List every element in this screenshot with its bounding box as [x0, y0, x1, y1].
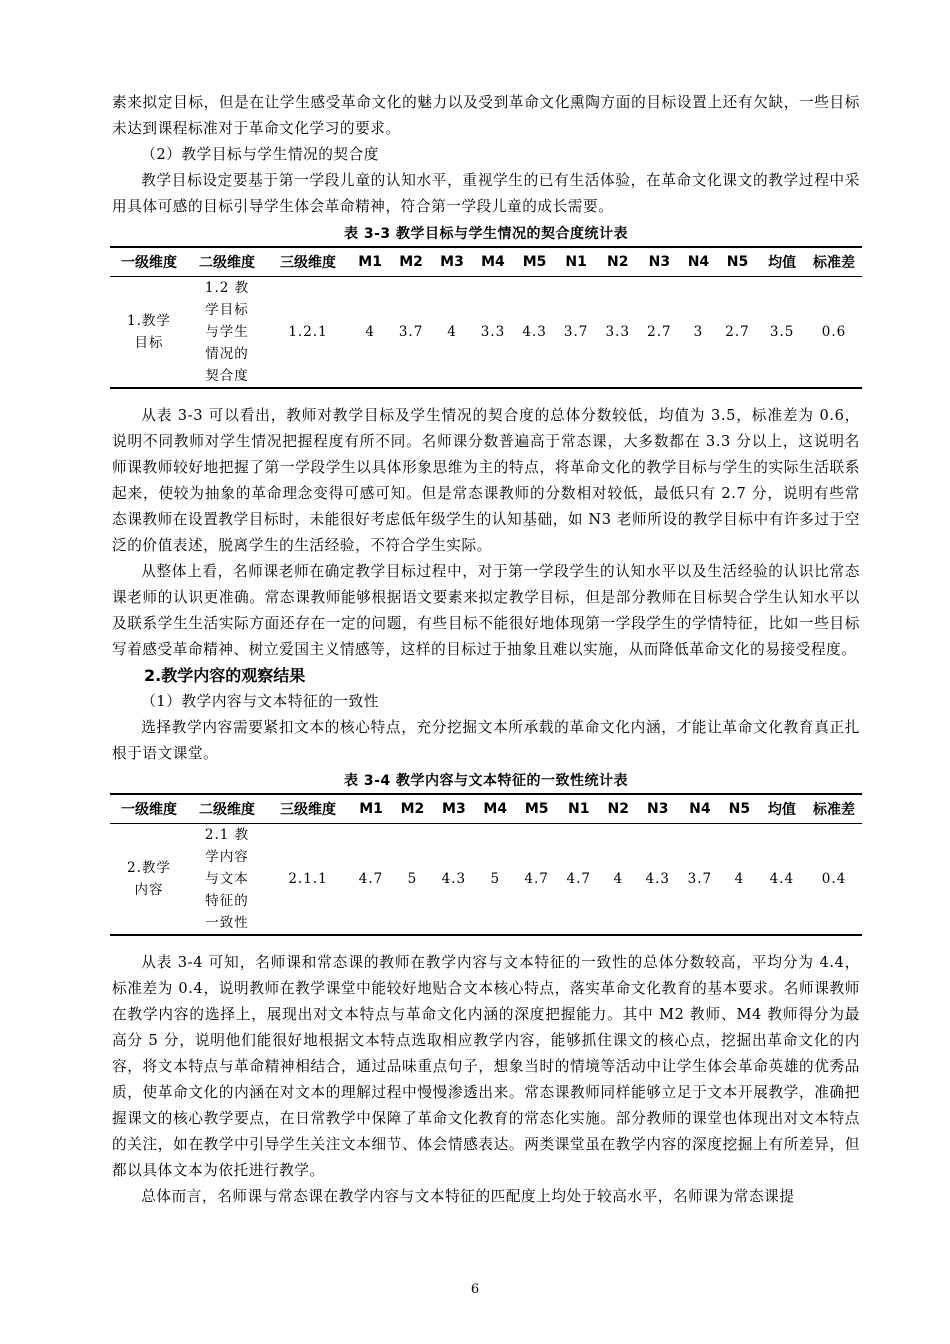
table-3-3-caption: 表 3-3 教学目标与学生情况的契合度统计表	[343, 226, 629, 242]
level2-line: 一致性	[205, 915, 249, 931]
level1-cell	[110, 277, 188, 389]
header-cell: M3	[433, 794, 475, 824]
sd-cell: 0.6	[806, 277, 862, 389]
subheading-content-consistency: （1）教学内容与文本特征的一致性	[141, 693, 379, 710]
score-cell: 3.7	[390, 277, 432, 389]
score-cell: 3.3	[597, 277, 639, 389]
score-cell: 4	[432, 277, 472, 389]
header-cell: M4	[472, 247, 514, 277]
level1-line: 目标	[134, 335, 164, 351]
paragraph-table-3-3-analysis: 从表 3-3 可以看出，教师对教学目标及学生情况的契合度的总体分数较低，均值为 3.5，标准差为 0.6，说明不同教师对学生情况把握程度有所不同。名师课分数普遍高于常态课，大多数都在 3.3 分以上，这说明名师课教师较好地把握了第一学段学生以具体形象思维为主的特点，将革命文化的教学目标与学生的实际生活联系起来，使较为抽象的革命理念变得可感可知。但是常态课教师的分数相对较低，最低只有 2.7 分，说明有些常态课教师在设置教学目标时，未能很好考虑低年级学生的认知基础，如 N3 老师所设的教学目标中有许多过于空泛的价值表述，脱离学生的生活经验，不符合学生实际。	[112, 407, 860, 554]
score-cell: 2.7	[639, 277, 681, 389]
level2-cell	[188, 277, 266, 389]
level2-line: 与文本	[205, 871, 249, 887]
header-cell: M1	[350, 794, 392, 824]
score-cell: 4	[600, 824, 637, 936]
header-cell: M4	[475, 794, 516, 824]
level1-line: 1.教学	[127, 313, 171, 329]
spacer	[112, 389, 860, 403]
header-cell: 二级维度	[188, 247, 266, 277]
mean-cell: 4.4	[758, 824, 806, 936]
header-cell: 三级维度	[266, 247, 350, 277]
score-cell: 5	[475, 824, 516, 936]
level2-cell	[188, 824, 266, 936]
page-number: 6	[470, 1282, 480, 1297]
score-cell: 3.3	[472, 277, 514, 389]
document-page	[112, 90, 860, 1210]
table-3-3	[110, 246, 862, 389]
paragraph-content-intro: 选择教学内容需要紧扣文本的核心特点，充分挖掘文本所承载的革命文化内涵，才能让革命文化教育真正扎根于语文课堂。	[112, 719, 860, 762]
score-cell: 4	[721, 824, 758, 936]
mean-cell: 3.5	[758, 277, 806, 389]
table-3-3-header-row	[110, 247, 862, 277]
header-cell: M5	[514, 247, 556, 277]
level1-line: 内容	[134, 882, 164, 898]
header-cell: 标准差	[806, 247, 862, 277]
header-cell: 均值	[758, 794, 806, 824]
header-cell: N3	[639, 247, 681, 277]
header-cell: M2	[390, 247, 432, 277]
level2-line: 学内容	[205, 849, 249, 865]
header-cell: 三级维度	[266, 794, 350, 824]
header-cell: N4	[679, 794, 721, 824]
score-cell: 4.7	[350, 824, 392, 936]
score-cell: 4.3	[637, 824, 679, 936]
score-cell: 4.3	[514, 277, 556, 389]
table-row	[110, 824, 862, 936]
section-heading-content: 2.教学内容的观察结果	[144, 666, 306, 685]
level3-cell: 2.1.1	[266, 824, 350, 936]
level2-line: 契合度	[205, 368, 249, 384]
header-cell: N2	[597, 247, 639, 277]
header-cell: 二级维度	[188, 794, 266, 824]
header-cell: 标准差	[806, 794, 862, 824]
score-cell: 4.7	[516, 824, 558, 936]
header-cell: 一级维度	[110, 794, 188, 824]
score-cell: 3.7	[679, 824, 721, 936]
header-cell: N4	[680, 247, 716, 277]
table-3-4-caption: 表 3-4 教学内容与文本特征的一致性统计表	[343, 773, 629, 789]
level2-line: 1.2 教	[204, 280, 250, 296]
header-cell: N3	[637, 794, 679, 824]
level1-cell	[110, 824, 188, 936]
spacer	[112, 936, 860, 950]
header-cell: 均值	[758, 247, 806, 277]
header-cell: 一级维度	[110, 247, 188, 277]
header-cell: N5	[721, 794, 758, 824]
paragraph-table-3-3-summary: 从整体上看，名师课老师在确定教学目标过程中，对于第一学段学生的认知水平以及生活经验的认识比常态课老师的认识更准确。常态课教师能够根据语文要素来拟定教学目标，但是部分教师在目标契合学生认知水平以及联系学生生活实际方面还存在一定的问题，有些目标不能很好地体现第一学段学生的学情特征，比如一些目标写着感受革命精神、树立爱国主义情感等，这样的目标过于抽象且难以实施，从而降低革命文化的易接受程度。	[112, 563, 860, 658]
sd-cell: 0.4	[806, 824, 862, 936]
table-3-4	[110, 793, 862, 936]
score-cell: 4	[350, 277, 390, 389]
paragraph-table-3-4-analysis: 从表 3-4 可知，名师课和常态课的教师在教学内容与文本特征的一致性的总体分数较高，平均分为 4.4，标准差为 0.4，说明教师在教学课堂中能较好地贴合文本核心特点，落实革命文化教育的基本要求。名师课教师在教学内容的选择上，展现出对文本特点与革命文化内涵的深度把握能力。其中 M2 教师、M4 教师得分为最高分 5 分，说明他们能很好地根据文本特点选取相应教学内容，能够抓住课文的核心点，挖掘出革命文化的内容，将文本特点与革命精神相结合，通过品味重点句子，想象当时的情境等活动中让学生体会革命英雄的优秀品质，使革命文化的内涵在对文本的理解过程中慢慢渗透出来。常态课教师同样能够立足于文本开展教学，准确把握课文的核心教学要点，在日常教学中保障了革命文化教育的常态化实施。部分教师的课堂也体现出对文本特点的关注，如在教学中引导学生关注文本细节、体会情感表达。两类课堂虽在教学内容的深度挖掘上有所差异，但都以具体文本为依托进行教学。	[112, 954, 860, 1179]
paragraph-objective-fit-intro: 教学目标设定要基于第一学段儿童的认知水平，重视学生的已有生活体验，在革命文化课文的教学过程中采用具体可感的目标引导学生体会革命精神，符合第一学段儿童的成长需要。	[112, 172, 860, 215]
table-row	[110, 277, 862, 389]
score-cell: 5	[392, 824, 433, 936]
score-cell: 3.7	[555, 277, 597, 389]
header-cell: N5	[717, 247, 759, 277]
score-cell: 4.3	[433, 824, 475, 936]
header-cell: M1	[350, 247, 390, 277]
level2-line: 情况的	[205, 346, 249, 362]
level1-line: 2.教学	[127, 860, 171, 876]
header-cell: M3	[432, 247, 472, 277]
paragraph-table-3-4-summary: 总体而言，名师课与常态课在教学内容与文本特征的匹配度上均处于较高水平，名师课为常态课提	[141, 1188, 795, 1205]
paragraph-intro-continued: 素来拟定目标，但是在让学生感受革命文化的魅力以及受到革命文化熏陶方面的目标设置上还有欠缺，一些目标未达到课程标准对于革命文化学习的要求。	[112, 94, 860, 137]
level2-line: 学目标	[205, 302, 249, 318]
header-cell: N1	[558, 794, 600, 824]
header-cell: N1	[555, 247, 597, 277]
header-cell: M5	[516, 794, 558, 824]
level2-line: 与学生	[205, 324, 249, 340]
table-3-4-header-row	[110, 794, 862, 824]
header-cell: M2	[392, 794, 433, 824]
score-cell: 4.7	[558, 824, 600, 936]
score-cell: 3	[680, 277, 716, 389]
header-cell: N2	[600, 794, 637, 824]
level2-line: 特征的	[205, 893, 249, 909]
level3-cell: 1.2.1	[266, 277, 350, 389]
level2-line: 2.1 教	[204, 827, 250, 843]
score-cell: 2.7	[717, 277, 759, 389]
subheading-objective-fit: （2）教学目标与学生情况的契合度	[141, 146, 379, 163]
